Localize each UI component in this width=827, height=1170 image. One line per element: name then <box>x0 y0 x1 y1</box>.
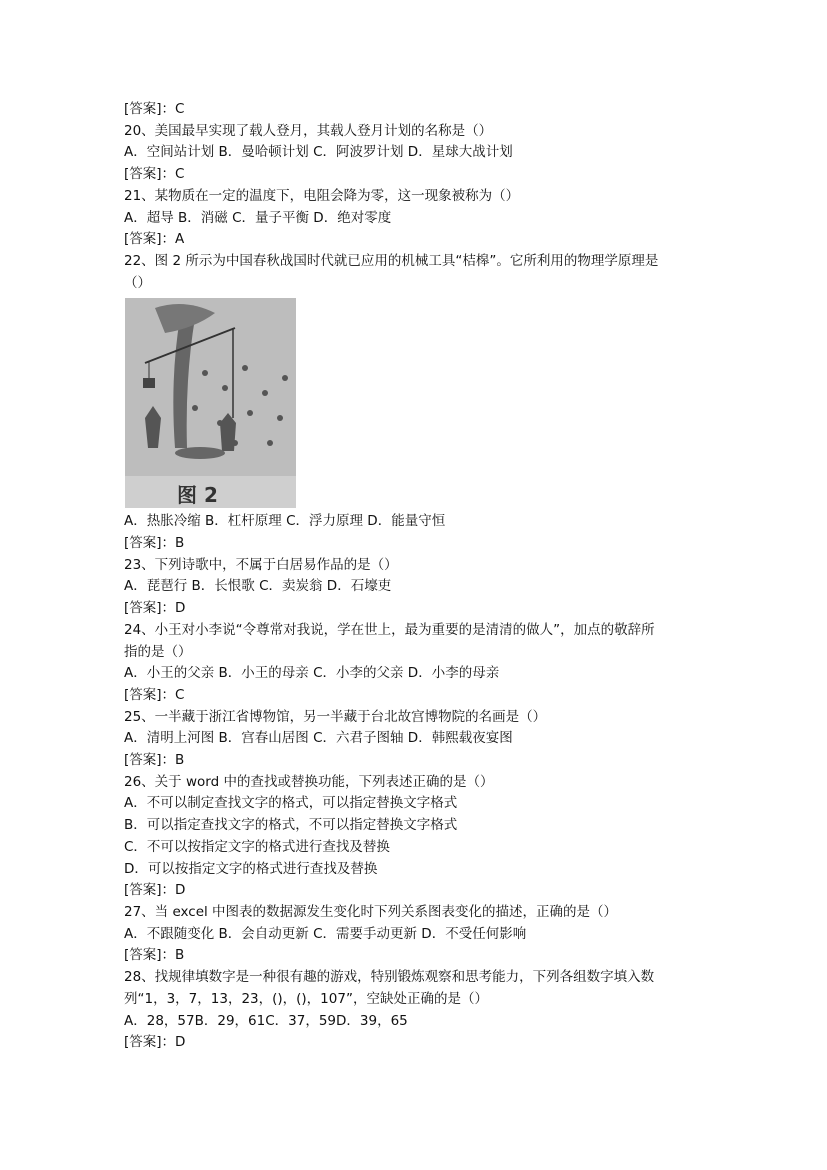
option-line: A．热胀冷缩 B．杠杆原理 C．浮力原理 D．能量守恒 <box>124 513 446 530</box>
answer-line: [答案]：A <box>124 231 185 248</box>
answer-line: [答案]：B <box>124 535 185 552</box>
answer-line: [答案]：B <box>124 752 185 769</box>
answer-line: [答案]：D <box>124 1034 186 1051</box>
question-line: 22、图 2 所示为中国春秋战国时代就已应用的机械工具“桔槔”。它所利用的物理学原理是 <box>124 252 659 269</box>
option-line: A．不跟随变化 B．会自动更新 C．需要手动更新 D．不受任何影响 <box>124 925 527 942</box>
question-line: 25、一半藏于浙江省博物馆，另一半藏于台北故宫博物院的名画是（） <box>124 708 547 725</box>
answer-line: [答案]：B <box>124 947 185 964</box>
answer-line: [答案]：C <box>124 166 185 183</box>
text-block-1 <box>124 99 714 294</box>
option-line: A．小王的父亲 B．小王的母亲 C．小李的父亲 D．小李的母亲 <box>124 665 500 682</box>
question-line: 21、某物质在一定的温度下，电阻会降为零，这一现象被称为（） <box>124 187 520 204</box>
question-line: 20、美国最早实现了载人登月，其载人登月计划的名称是（） <box>124 122 493 139</box>
figure-caption: 图 2 <box>177 482 218 507</box>
question-line: 26、关于 word 中的查找或替换功能，下列表述正确的是（） <box>124 773 494 790</box>
option-line: D．可以按指定文字的格式进行查找及替换 <box>124 860 378 877</box>
well-sweep-drawing <box>125 298 296 508</box>
document-body <box>124 99 714 1054</box>
option-line: A．不可以制定查找文字的格式，可以指定替换文字格式 <box>124 795 458 812</box>
option-line: （） <box>124 274 151 291</box>
answer-line: [答案]：C <box>124 686 185 703</box>
answer-line: [答案]：D <box>124 882 186 899</box>
question-line: 23、下列诗歌中，不属于白居易作品的是（） <box>124 556 398 573</box>
figure-jiegao-illustration <box>125 298 296 508</box>
option-line: 列“1，3，7，13，23，()，()，107”，空缺处正确的是（） <box>124 990 488 1007</box>
option-line: 指的是（） <box>124 643 192 660</box>
question-line: 28、找规律填数字是一种很有趣的游戏，特别锻炼观察和思考能力，下列各组数字填入数 <box>124 969 655 986</box>
answer-line: [答案]：C <box>124 101 185 117</box>
option-line: C．不可以按指定文字的格式进行查找及替换 <box>124 838 390 855</box>
option-line: A．空间站计划 B．曼哈顿计划 C．阿波罗计划 D．星球大战计划 <box>124 144 513 161</box>
option-line: A．超导 B．消磁 C．量子平衡 D．绝对零度 <box>124 209 392 226</box>
question-line: 27、当 excel 中图表的数据源发生变化时下列关系图表变化的描述，正确的是（） <box>124 903 618 920</box>
option-line: A．清明上河图 B．宫春山居图 C．六君子图轴 D．韩熙载夜宴图 <box>124 730 513 747</box>
question-line: 24、小王对小李说“令尊常对我说，学在世上，最为重要的是清清的做人”，加点的敬辞所 <box>124 621 655 638</box>
text-block-2 <box>124 511 714 1054</box>
option-line: A．28，57B．29，61C．37，59D．39，65 <box>124 1012 408 1029</box>
answer-line: [答案]：D <box>124 600 186 617</box>
option-line: A．琵琶行 B．长恨歌 C．卖炭翁 D．石壕吏 <box>124 578 392 595</box>
option-line: B．可以指定查找文字的格式，不可以指定替换文字格式 <box>124 817 458 834</box>
